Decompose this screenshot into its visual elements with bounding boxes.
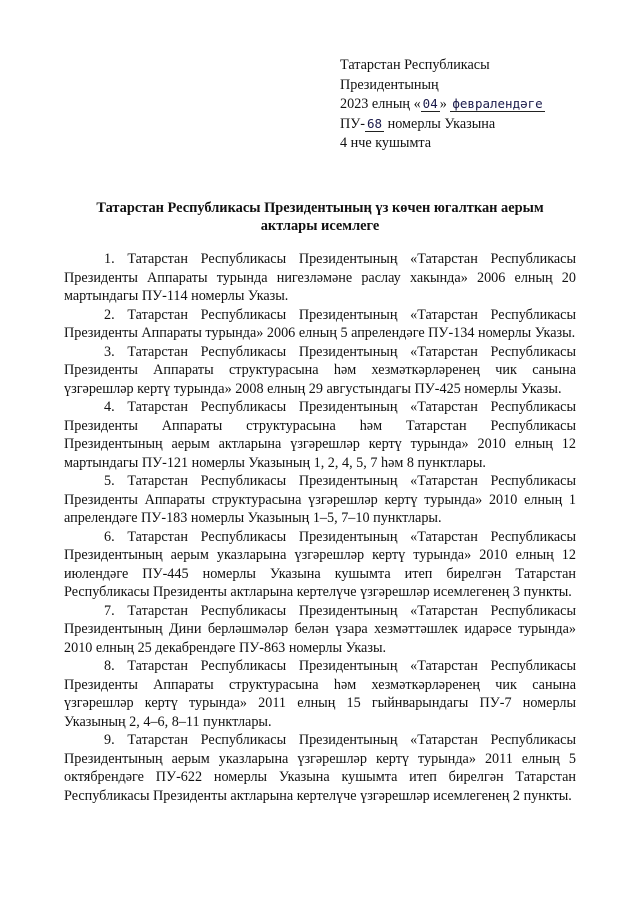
title-line-1: Татарстан Республикасы Президентының үз көчен югалткан аерым — [96, 200, 544, 216]
list-item: 2. Татарстан Республикасы Президентының «Татарстан Республикасы Президенты Аппараты турында» 2006 елның 5 апрелендәге ПУ-134 номерлы Указы. — [64, 306, 576, 341]
list-item: 7. Татарстан Республикасы Президентының «Татарстан Республикасы Президентының Дини берләшмәләр белән үзара хезмәттәшлек идарәсе турында» 2010 елның 25 декабрендәге ПУ-863 номерлы Указы. — [64, 602, 576, 656]
header-org-line: Татарстан Республикасы — [340, 57, 490, 73]
list-item: 5. Татарстан Республикасы Президентының «Татарстан Республикасы Президенты Аппараты структурасына үзгәрешләр кертү турында» 2010 елның 1 апрелендәге ПУ-183 номерлы Указының 1–5, 7–10 пунктлары. — [64, 473, 576, 526]
acts-list — [64, 250, 576, 805]
header-date-prefix: 2023 елның « — [340, 96, 421, 113]
header-appendix-number: 4 нче кушымта — [340, 135, 432, 152]
header-decree-number-line — [340, 115, 620, 135]
header-date-month: февралендәге — [452, 96, 543, 112]
document-title — [64, 199, 576, 235]
appendix-header — [340, 56, 620, 154]
header-decree-suffix: номерлы Указына — [384, 115, 496, 132]
list-item: 3. Татарстан Республикасы Президентының «Татарстан Республикасы Президенты Аппараты структурасына һәм хезмәткәрләренең чик санына үзгәрешләр кертү турында» 2008 елның 29 августындагы ПУ-425 номерлы Указы. — [64, 343, 576, 397]
list-item: 1. Татарстан Республикасы Президентының «Татарстан Республикасы Президенты Аппараты турында нигезләмәне раслау хакында» 2006 елның 20 мартындагы ПУ-114 номерлы Указы. — [64, 251, 576, 304]
list-item: 9. Татарстан Республикасы Президентының «Татарстан Республикасы Президентының аерым указларына үзгәрешләр кертү турында» 2011 елның 5 октябрендәге ПУ-622 номерлы Указына кушымта итеп бирелгән Татарстан Республикасы Президенты актларына кертелүче үзгәрешләр исемлегенең 2 пункты. — [64, 732, 576, 804]
header-date-day: 04 — [422, 96, 438, 112]
header-decree-prefix: ПУ- — [340, 115, 366, 132]
header-president-line: Президентының — [340, 76, 439, 93]
header-date-line — [340, 95, 620, 115]
list-item: 4. Татарстан Республикасы Президентының «Татарстан Республикасы Президенты Аппараты структурасына һәм Татарстан Республикасы Президентының аерым актларына үзгәрешләр кертү турында» 2010 елның 12 мартындагы ПУ-121 номерлы Указының 1, 2, 4, 5, 7 һәм 8 пунктлары. — [64, 399, 576, 471]
header-decree-number: 68 — [367, 115, 383, 131]
title-line-2: актлары исемлеге — [260, 218, 380, 234]
header-date-mid: » — [439, 96, 451, 113]
list-item: 8. Татарстан Республикасы Президентының «Татарстан Республикасы Президенты Аппараты структурасына һәм хезмәткәрләренең чик санына үзгәрешләр кертү турында» 2011 елның 15 гыйнварындагы ПУ-7 номерлы Указының 2, 4–6, 8–11 пунктлары. — [64, 658, 576, 730]
list-item: 6. Татарстан Республикасы Президентының «Татарстан Республикасы Президентының аерым указларына үзгәрешләр кертү турында» 2010 елның 12 июлендәге ПУ-445 номерлы Указына кушымта итеп бирелгән Татарстан Республикасы Президенты актларына кертелүче үзгәрешләр исемлегенең 3 пункты. — [64, 528, 576, 600]
